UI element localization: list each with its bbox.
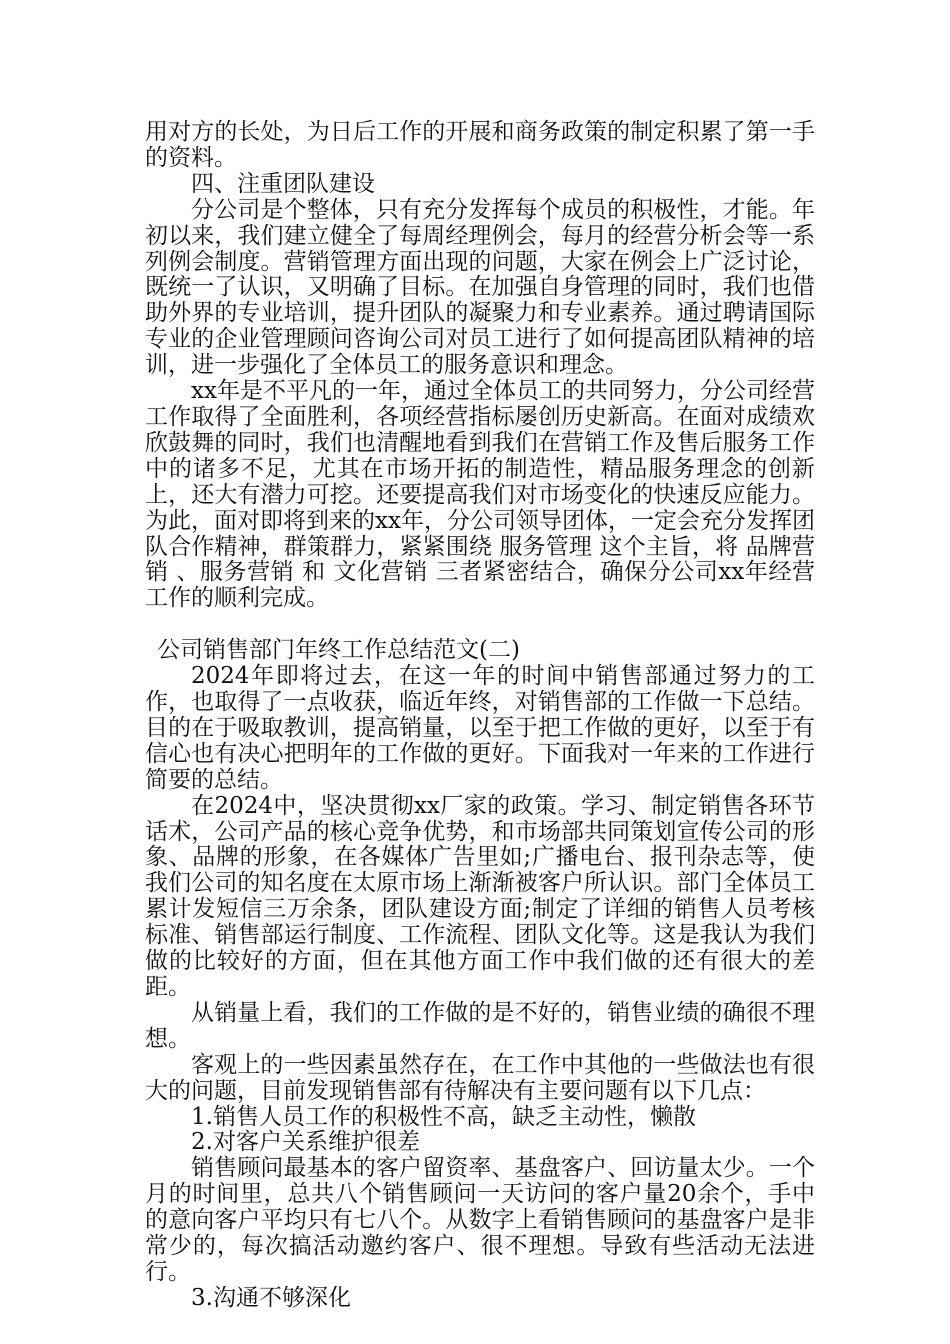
article-title-two: 公司销售部门年终工作总结范文(二): [157, 637, 520, 664]
section-heading-team-building: 四、注重团队建设: [191, 170, 375, 197]
section-gap: [145, 612, 815, 638]
list-item-problem-3: 3.沟通不够深化: [191, 1284, 351, 1311]
paragraph-customer-relations: 销售顾问最基本的客户留资率、基盘客户、回访量太少。一个月的时间里，总共八个销售顾问一天访问的客户量20余个，手中的意向客户平均只有七八个。从数字上看销售顾问的基盘客户是非常少的，每次搞活动邀约客户、很不理想。导致有些活动无法进行。: [145, 1155, 815, 1285]
paragraph-continued: 用对方的长处，为日后工作的开展和商务政策的制定积累了第一手的资料。: [145, 119, 815, 171]
paragraph-team-building: 分公司是个整体，只有充分发挥每个成员的积极性，才能。年初以来，我们建立健全了每周经理例会，每月的经营分析会等一系列例会制度。营销管理方面出现的问题，大家在例会上广泛讨论，既统一了认识，又明确了目标。在加强自身管理的同时，我们也借助外界的专业培训，提升团队的凝聚力和专业素养。通过聘请国际专业的企业管理顾问咨询公司对员工进行了如何提高团队精神的培训，进一步强化了全体员工的服务意识和理念。: [145, 196, 815, 379]
document-page: [145, 120, 815, 1312]
paragraph-sales-volume: 从销量上看，我们的工作做的是不好的，销售业绩的确很不理想。: [145, 999, 815, 1052]
list-item-problem-2: 2.对客户关系维护很差: [191, 1129, 420, 1156]
paragraph-achievements: 在2024中，坚决贯彻xx厂家的政策。学习、制定销售各环节话术，公司产品的核心竞争优势，和市场部共同策划宣传公司的形象、品牌的形象，在各媒体广告里如;广播电台、报刊杂志等，使我们公司的知名度在太原市场上渐渐被客户所认识。部门全体员工累计发短信三万余条，团队建设方面;制定了详细的销售人员考核标准、销售部运行制度、工作流程、团队文化等。这是我认为我们做的比较好的方面，但在其他方面工作中我们做的还有很大的差距。: [145, 792, 815, 1000]
paragraph-problems: 客观上的一些因素虽然存在，在工作中其他的一些做法也有很大的问题，目前发现销售部有待解决有主要问题有以下几点：: [145, 1051, 815, 1104]
list-item-problem-1: 1.销售人员工作的积极性不高，缺乏主动性，懒散: [191, 1103, 696, 1130]
paragraph-intro: 2024年即将过去，在这一年的时间中销售部通过努力的工作，也取得了一点收获，临近年终，对销售部的工作做一下总结。目的在于吸取教训，提高销量，以至于把工作做的更好，以至于有信心也有决心把明年的工作做的更好。下面我对一年来的工作进行简要的总结。: [145, 663, 815, 793]
paragraph-year-summary: xx年是不平凡的一年，通过全体员工的共同努力，分公司经营工作取得了全面胜利，各项经营指标屡创历史新高。在面对成绩欢欣鼓舞的同时，我们也清醒地看到我们在营销工作及售后服务工作中的诸多不足，尤其在市场开拓的制造性，精品服务理念的创新上，还大有潜力可挖。还要提高我们对市场变化的快速反应能力。为此，面对即将到来的xx年，分公司领导团体，一定会充分发挥团队合作精神，群策群力，紧紧围绕 服务管理 这个主旨，将 品牌营销 、服务营销 和 文化营销 三者紧密结合，确保分公司xx年经营工作的顺利完成。: [145, 378, 815, 612]
